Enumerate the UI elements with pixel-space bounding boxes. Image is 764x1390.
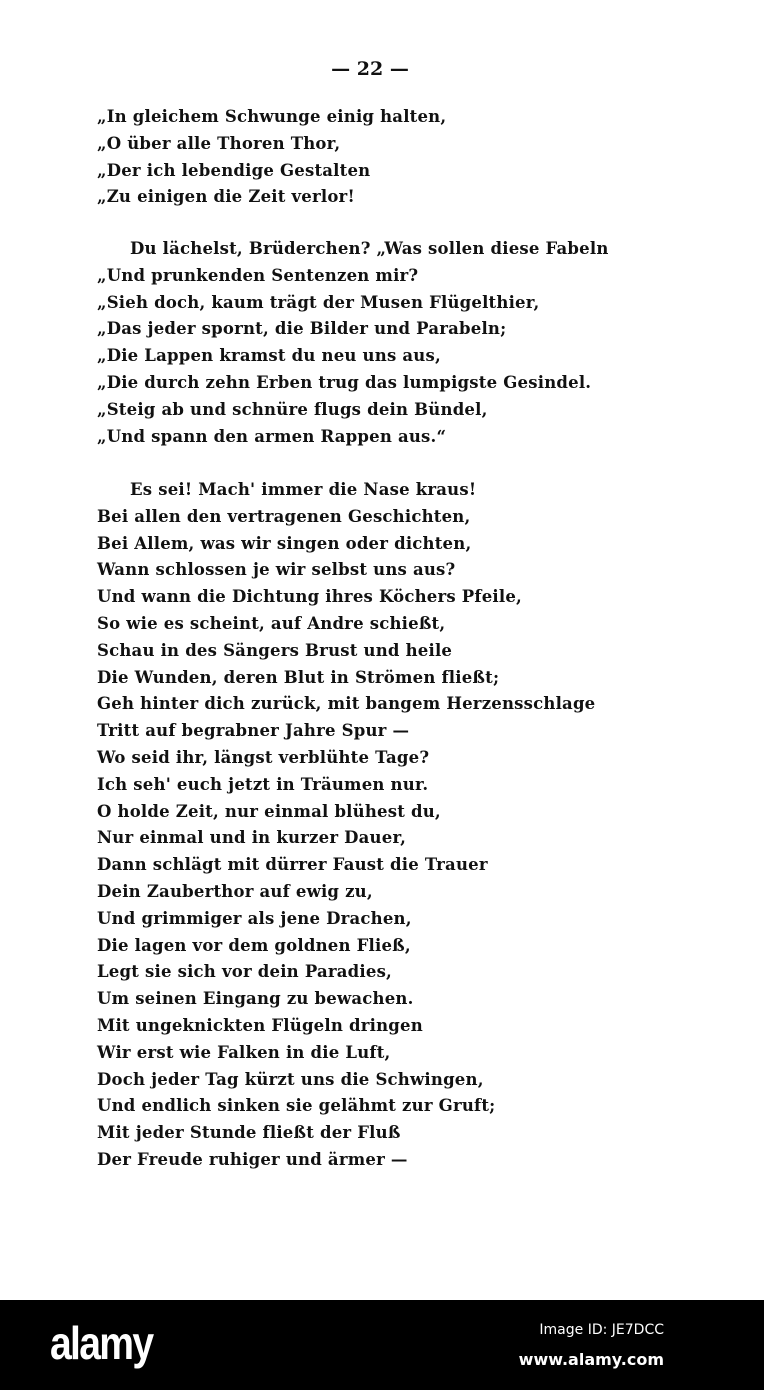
verse-line: „Die Lappen kramst du neu uns aus, bbox=[97, 346, 441, 366]
verse-line: „In gleichem Schwunge einig halten, bbox=[97, 107, 447, 126]
verse-line: Die Wunden, deren Blut in Strömen fließt; bbox=[97, 667, 500, 687]
verse-line: Und grimmiger als jene Drachen, bbox=[97, 908, 412, 928]
verse-line: Wir erst wie Falken in die Luft, bbox=[97, 1042, 391, 1062]
stanza-1 bbox=[97, 104, 446, 211]
verse-line: „Der ich lebendige Gestalten bbox=[97, 160, 371, 180]
page-number: — 22 — bbox=[331, 58, 409, 80]
verse-line: Ich seh' euch jetzt in Träumen nur. bbox=[97, 774, 429, 794]
verse-line: Geh hinter dich zurück, mit bangem Herzensschlage bbox=[97, 694, 596, 714]
verse-line: Und endlich sinken sie gelähmt zur Gruft; bbox=[97, 1096, 496, 1116]
verse-line: Und wann die Dichtung ihres Köchers Pfeile, bbox=[97, 587, 522, 607]
verse-line: Schau in des Sängers Brust und heile bbox=[97, 640, 453, 660]
verse-line: Tritt auf begrabner Jahre Spur — bbox=[97, 721, 410, 741]
verse-line: „Das jeder spornt, die Bilder und Parabeln; bbox=[97, 319, 507, 339]
verse-line: Legt sie sich vor dein Paradies, bbox=[97, 962, 392, 982]
verse-line: Dann schlägt mit dürrer Faust die Trauer bbox=[97, 855, 488, 875]
verse-line: Wann schlossen je wir selbst uns aus? bbox=[97, 560, 456, 580]
verse-line: Doch jeder Tag kürzt uns die Schwingen, bbox=[97, 1069, 484, 1089]
verse-line: Mit jeder Stunde fließt der Fluß bbox=[97, 1123, 401, 1143]
verse-line: O holde Zeit, nur einmal blühest du, bbox=[97, 801, 441, 821]
alamy-logo: alamy bbox=[50, 1317, 153, 1369]
verse-line: „Die durch zehn Erben trug das lumpigste Gesindel. bbox=[97, 372, 592, 392]
verse-line: Dein Zauberthor auf ewig zu, bbox=[97, 881, 373, 901]
verse-line: Bei allen den vertragenen Geschichten, bbox=[97, 506, 471, 526]
verse-line: „Steig ab und schnüre flugs dein Bündel, bbox=[97, 399, 488, 419]
verse-line: Es sei! Mach' immer die Nase kraus! bbox=[130, 480, 477, 499]
site-url: www.alamy.com bbox=[518, 1350, 664, 1369]
verse-line: Mit ungeknickten Flügeln dringen bbox=[97, 1015, 423, 1035]
verse-line: Nur einmal und in kurzer Dauer, bbox=[97, 828, 407, 848]
stanza-2 bbox=[97, 236, 609, 450]
verse-line: Um seinen Eingang zu bewachen. bbox=[97, 989, 414, 1009]
verse-line: „Sieh doch, kaum trägt der Musen Flügelthier, bbox=[97, 292, 540, 312]
verse-line: „Und spann den armen Rappen aus.“ bbox=[97, 426, 447, 446]
verse-line: Bei Allem, was wir singen oder dichten, bbox=[97, 533, 472, 553]
verse-line: „O über alle Thoren Thor, bbox=[97, 133, 341, 153]
verse-line: „Und prunkenden Sentenzen mir? bbox=[97, 265, 419, 285]
verse-line: Die lagen vor dem goldnen Fließ, bbox=[97, 935, 411, 955]
stanza-3 bbox=[97, 477, 595, 1174]
verse-line: Der Freude ruhiger und ärmer — bbox=[97, 1149, 408, 1169]
verse-line: „Zu einigen die Zeit verlor! bbox=[97, 187, 355, 207]
image-id: Image ID: JE7DCC bbox=[539, 1322, 664, 1338]
verse-line: Du lächelst, Brüderchen? „Was sollen diese Fabeln bbox=[130, 239, 609, 258]
watermark-footer bbox=[0, 1300, 764, 1390]
verse-line: So wie es scheint, auf Andre schießt, bbox=[97, 613, 446, 633]
verse-line: Wo seid ihr, längst verblühte Tage? bbox=[97, 747, 430, 767]
